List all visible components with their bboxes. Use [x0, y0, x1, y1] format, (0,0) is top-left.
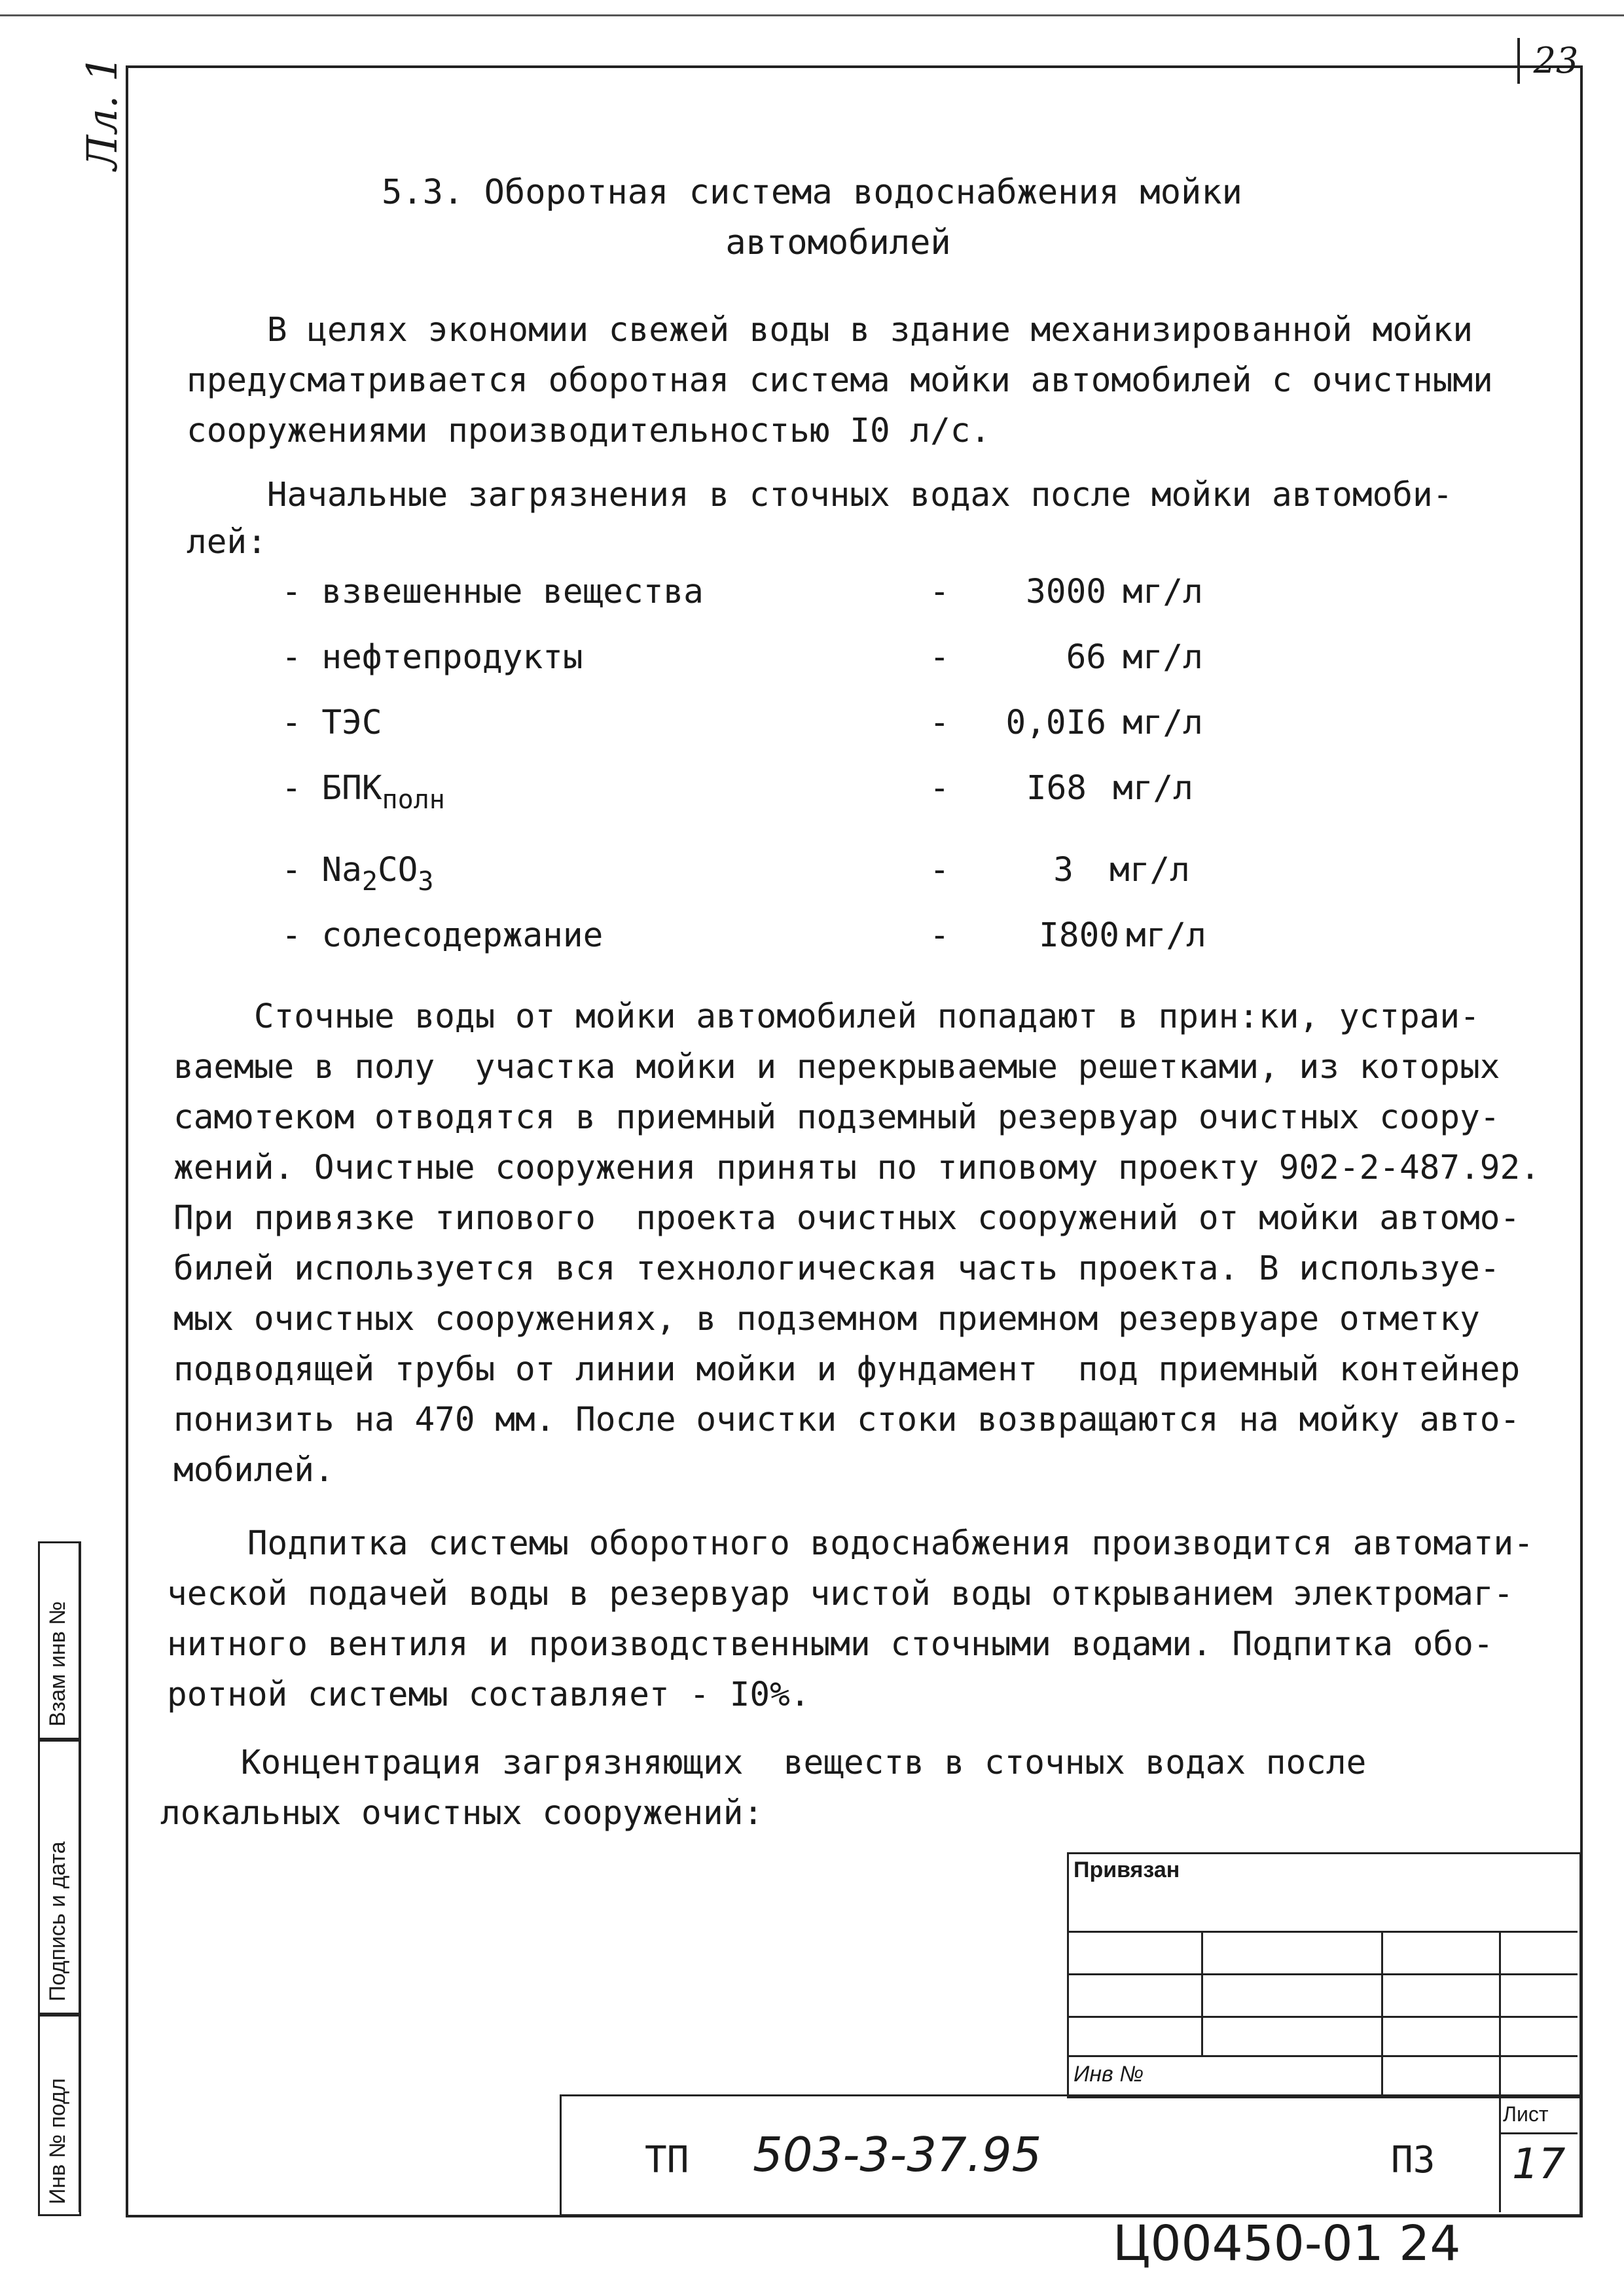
stamp-row-rule [1067, 1973, 1578, 1975]
stamp-col-rule [1201, 1931, 1203, 2055]
pollutant-value: 3000 [1026, 573, 1106, 611]
list-label: Лист [1503, 2102, 1549, 2126]
bottom-handwritten-code: Ц00450-01 24 [1113, 2215, 1461, 2272]
stamp-row-rule [1067, 2016, 1578, 2018]
paragraph-3-line4: жений. Очистные сооружения приняты по типовому проекту 902-2-487.92. [173, 1149, 1540, 1187]
section-title-line2: автомобилей [725, 223, 951, 262]
paragraph-3-line3: самотеком отводятся в приемный подземный резервуар очистных соору- [173, 1098, 1500, 1137]
pollutant-value: 66 [1066, 638, 1106, 677]
privyazan-block [1067, 1852, 1581, 2098]
podpis-data-label: Подпись и дата [45, 1841, 70, 2001]
paragraph-3-line8: подводящей трубы от линии мойки и фундамент под приемный контейнер [173, 1350, 1521, 1389]
inv-podl-label: Инв № подл [45, 2078, 70, 2204]
paragraph-2-line1: Начальные загрязнения в сточных водах после мойки автомоби- [187, 476, 1453, 514]
pollutant-subscript: 2 [361, 867, 378, 897]
pollutant-name: Na [321, 851, 362, 889]
dash: - [929, 851, 950, 889]
stamp-row-rule [1067, 1931, 1578, 1933]
paragraph-3-line9: понизить на 470 мм. После очистки стоки возвращаются на мойку авто- [173, 1401, 1521, 1439]
paragraph-4-line2: ческой подачей воды в резервуар чистой воды открыванием электромаг- [167, 1575, 1514, 1613]
paragraph-3-line10: мобилей. [173, 1451, 334, 1490]
pollutant-subscript: полн [382, 785, 445, 815]
pollutant-name: солесодержание [321, 916, 604, 955]
pollutant-value: 0,0I6 [1005, 704, 1106, 742]
inv-no-label: Инв № [1074, 2062, 1144, 2087]
corner-page-number: 23 [1517, 38, 1592, 84]
stamp-row-rule [1067, 2055, 1578, 2057]
pollutant-unit: мг/л [1123, 573, 1203, 611]
paragraph-3-line1: Сточные воды от мойки автомобилей попадают в прин:ки, устраи- [173, 997, 1480, 1036]
sheet-number: 17 [1512, 2140, 1566, 2189]
vzam-inv-column [38, 1541, 81, 1742]
paragraph-5-line2: локальных очистных сооружений: [160, 1794, 764, 1833]
side-label: Лл. 1 [79, 55, 127, 170]
podpis-data-column [38, 1738, 81, 2017]
paragraph-3-line2: ваемые в полу участка мойки и перекрываемые решетками, из которых [173, 1048, 1500, 1086]
code-prefix: ТП [645, 2139, 689, 2181]
paragraph-3-line7: мых очистных сооружениях, в подземном приемном резервуаре отметку [173, 1300, 1480, 1338]
stamp-col-rule [1499, 1931, 1501, 2094]
paragraph-3-line5: При привязке типового проекта очистных сооружений от мойки автомо- [173, 1199, 1521, 1238]
stamp-col-rule [1381, 1931, 1383, 2094]
pollutant-value: 3 [1053, 851, 1074, 889]
sheet-col-rule [1499, 2094, 1501, 2212]
vzam-inv-label: Взам инв № [45, 1601, 70, 1727]
paragraph-2-line2: лей: [187, 523, 267, 562]
pollutant-name: БПК [321, 769, 382, 808]
pollutant-name-part2: CO [377, 851, 418, 889]
pollutant-name: взвешенные вещества [321, 573, 704, 611]
pollutant-name: нефтепродукты [321, 638, 583, 677]
pollutant-unit: мг/л [1126, 916, 1206, 955]
document-code: 503-3-37.95 [753, 2127, 1042, 2182]
dash: - [929, 573, 950, 611]
left-column-rule [79, 1541, 81, 2212]
paragraph-5-line1: Концентрация загрязняющих веществ в сточных водах после [160, 1744, 1367, 1782]
paragraph-4-line1: Подпитка системы оборотного водоснабжения производится автомати- [167, 1524, 1534, 1563]
inv-podl-column [38, 2013, 81, 2216]
pollutant-subscript-2: 3 [418, 867, 434, 897]
pollutant-unit: мг/л [1113, 769, 1193, 808]
pollutant-unit: мг/л [1110, 851, 1190, 889]
paragraph-4-line4: ротной системы составляет - I0%. [167, 1676, 810, 1714]
paragraph-3-line6: билей используется вся технологическая часть проекта. В используе- [173, 1249, 1500, 1288]
pollutant-unit: мг/л [1123, 638, 1203, 677]
paragraph-1-line3: сооружениями производительностью I0 л/с. [187, 412, 991, 450]
paragraph-1-line1: В целях экономии свежей воды в здание механизированной мойки [187, 311, 1473, 350]
section-title-line1: 5.3. Оборотная система водоснабжения мойки [382, 173, 1242, 212]
dash: - [929, 769, 950, 808]
pollutant-name: ТЭС [321, 704, 382, 742]
pollutant-value: I800 [1039, 916, 1119, 955]
top-rule [0, 14, 1624, 16]
pollutant-value: I68 [1026, 769, 1087, 808]
paragraph-4-line3: нитного вентиля и производственными сточными водами. Подпитка обо- [167, 1625, 1494, 1664]
dash: - [929, 638, 950, 677]
privyazan-label: Привязан [1074, 1857, 1180, 1882]
dash: - [929, 916, 950, 955]
pollutant-unit: мг/л [1123, 704, 1203, 742]
dash: - [929, 704, 950, 742]
sheet-label-rule [1499, 2132, 1578, 2134]
section-code: ПЗ [1391, 2139, 1435, 2181]
paragraph-1-line2: предусматривается оборотная система мойки автомобилей с очистными [187, 361, 1493, 400]
